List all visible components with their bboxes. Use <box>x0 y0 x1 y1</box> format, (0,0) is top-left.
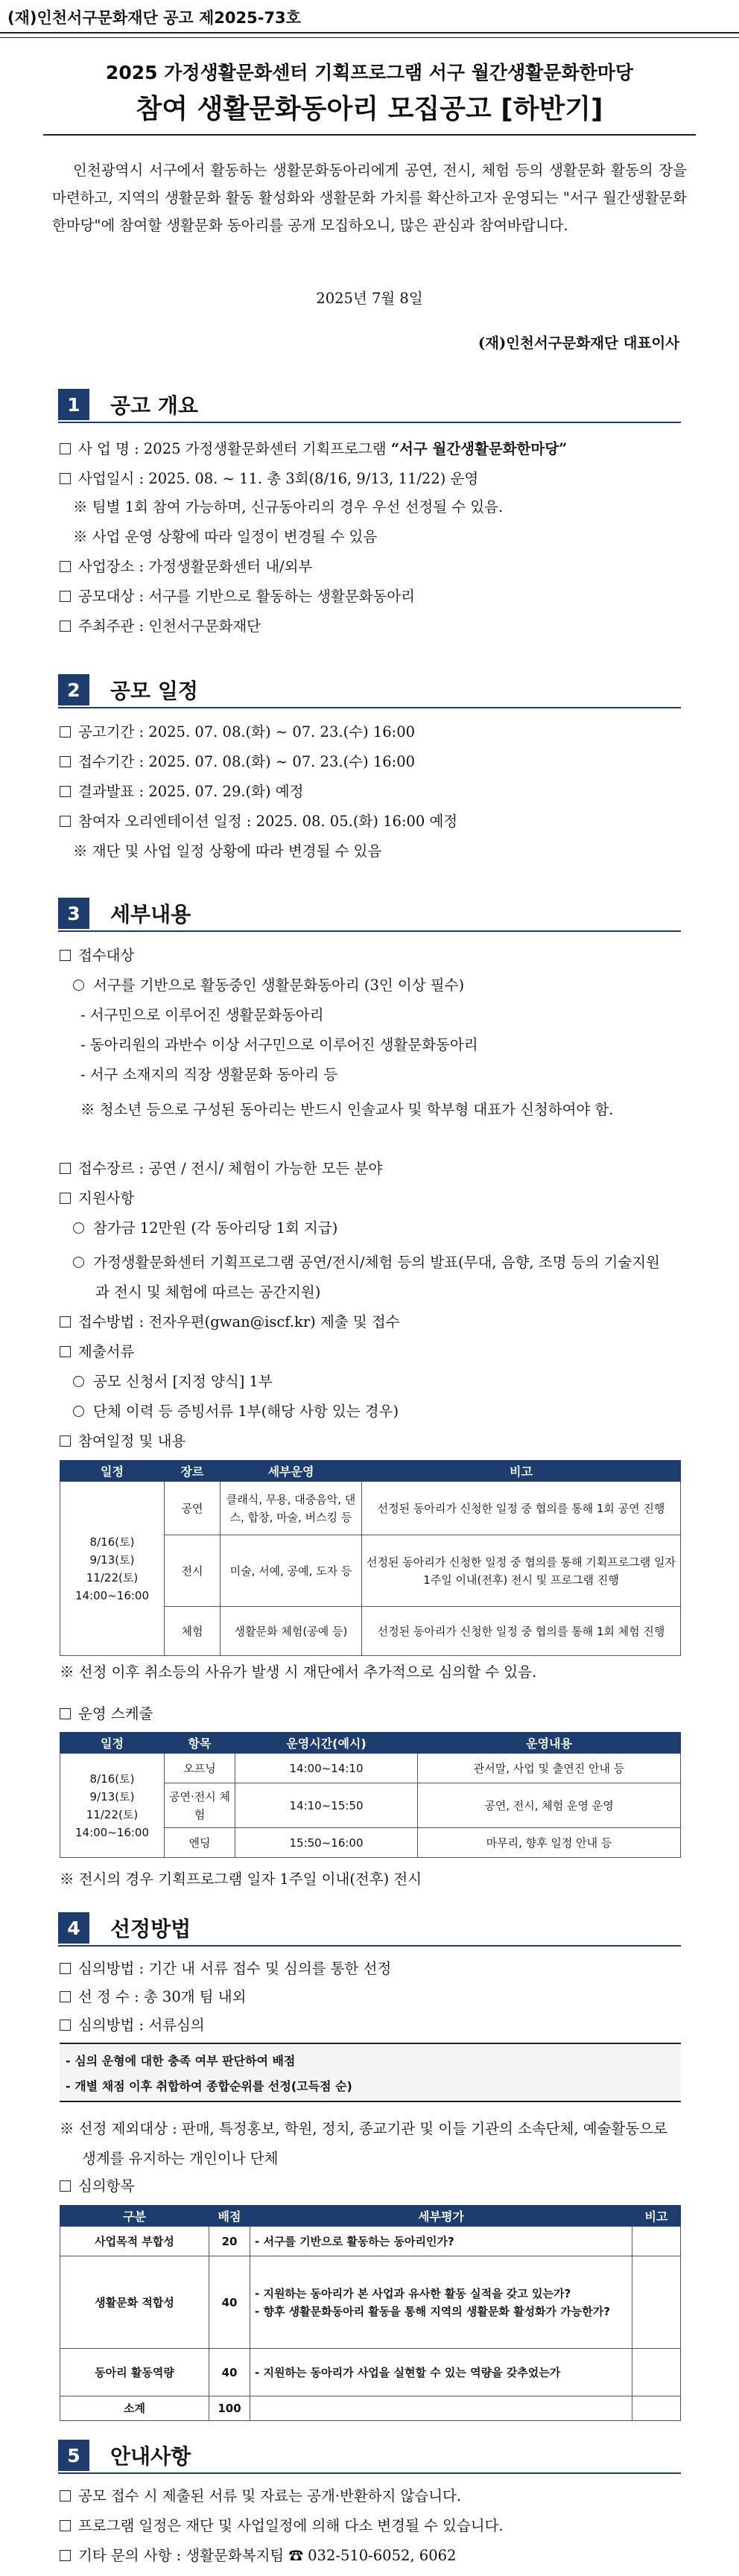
table-row <box>60 1754 681 1783</box>
review-criteria-box <box>60 2043 681 2102</box>
overview-name-value: “서구 월간생활문화한마당” <box>390 440 568 457</box>
page-title: 참여 생활문화동아리 모집공고 [하반기] <box>136 94 603 124</box>
details-support-title <box>60 1189 134 1208</box>
table-cell: 생활문화 적합성 <box>60 2256 209 2349</box>
table-cell: 관서말, 사업 및 출연진 안내 등 <box>418 1754 681 1783</box>
guide-line-2-text: 프로그램 일정은 재단 및 사업일정에 의해 다소 변경될 수 있습니다. <box>78 2517 504 2534</box>
section-number: 4 <box>58 1912 89 1944</box>
table-header-row <box>60 2206 681 2227</box>
participation-table <box>60 1460 681 1656</box>
table-header: 장르 <box>165 1461 221 1482</box>
overview-name-label: 사 업 명 : 2025 가정생활문화센터 기획프로그램 <box>78 440 387 457</box>
review-criteria-line-1: - 심의 운형에 대한 충족 여부 판단하여 배점 <box>66 2054 296 2068</box>
details-cancel-note: ※ 선정 이후 취소등의 사유가 발생 시 재단에서 추가적으로 심의할 수 있음. <box>60 1663 537 1681</box>
table-cell <box>632 2396 681 2421</box>
checkbox-bullet-icon <box>60 591 71 602</box>
selection-items-title <box>60 2177 134 2196</box>
table-cell: - 서구를 기반으로 활동하는 동아리인가? <box>250 2227 632 2256</box>
checkbox-bullet-icon <box>60 1708 71 1719</box>
checkbox-bullet-icon <box>60 1435 71 1447</box>
details-support-1 <box>73 1219 337 1238</box>
divider <box>43 134 696 136</box>
details-target-sub-2: - 동아리원의 과반수 이상 서구민으로 이루어진 생활문화동아리 <box>80 1036 478 1053</box>
checkbox-bullet-icon <box>60 950 71 961</box>
table-cell: 14:10~15:50 <box>235 1783 418 1828</box>
checkbox-bullet-icon <box>60 1163 71 1174</box>
table-cell: 15:50~16:00 <box>235 1828 418 1858</box>
details-ops-title <box>60 1704 153 1724</box>
table-cell: 선정된 동아리가 신청한 일정 중 협의를 통해 기획프로그램 일자 1주일 이내(전후) 전시 및 프로그램 진행 <box>362 1535 681 1607</box>
overview-place-text: 사업장소 : 가정생활문화센터 내/외부 <box>78 558 313 575</box>
details-support-title-text: 지원사항 <box>78 1190 135 1207</box>
details-target-sub-3: - 서구 소재지의 직장 생활문화 동아리 등 <box>80 1066 338 1083</box>
checkbox-bullet-icon <box>60 1963 71 1974</box>
section-title: 공모 일정 <box>110 679 198 703</box>
signer: (재)인천서구문화재단 대표이사 <box>478 334 679 352</box>
checkbox-bullet-icon <box>60 786 71 797</box>
schedule-note: ※ 재단 및 사업 일정 상황에 따라 변경될 수 있음 <box>73 843 382 860</box>
section-number: 1 <box>58 389 89 420</box>
details-method <box>60 1313 400 1332</box>
table-row <box>60 2349 681 2396</box>
section-title: 세부내용 <box>110 902 191 927</box>
schedule-orientation-text: 참여자 오리엔테이션 일정 : 2025. 08. 05.(화) 16:00 예정 <box>78 813 458 830</box>
table-cell: 공연·전시 체험 <box>165 1783 235 1828</box>
details-exhibit-note: ※ 전시의 경우 기획프로그램 일자 1주일 이내(전후) 전시 <box>60 1871 422 1888</box>
evaluation-table <box>60 2205 681 2421</box>
overview-note-2: ※ 사업 운영 상황에 따라 일정이 변경될 수 있음 <box>73 528 378 545</box>
section-underline <box>58 930 681 932</box>
table-cell: 공연 <box>165 1482 221 1535</box>
table-header-row <box>60 1733 681 1754</box>
details-target-title <box>60 946 134 965</box>
table-header: 비고 <box>362 1461 681 1482</box>
checkbox-bullet-icon <box>60 2020 71 2031</box>
selection-method-text: 심의방법 : 기간 내 서류 접수 및 심의를 통한 선정 <box>78 1960 392 1977</box>
details-target-note: ※ 청소년 등으로 구성된 동아리는 반드시 인솔교사 및 학부형 대표가 신청하여야 함. <box>80 1101 614 1118</box>
checkbox-bullet-icon <box>60 561 71 572</box>
details-genre-text: 접수장르 : 공연 / 전시/ 체험이 가능한 모든 분야 <box>78 1160 383 1177</box>
table-cell: - 지원하는 동아리가 사업을 실현할 수 있는 역량을 갖추었는가 <box>250 2349 632 2396</box>
checkbox-bullet-icon <box>60 756 71 767</box>
selection-method <box>60 1959 391 1979</box>
schedule-orientation <box>60 812 457 831</box>
section-5-header <box>58 2440 191 2471</box>
table-cell: 선정된 동아리가 신청한 일정 중 협의를 통해 1회 공연 진행 <box>362 1482 681 1535</box>
table-cell: 100 <box>209 2396 250 2421</box>
table-row <box>60 2227 681 2256</box>
checkbox-bullet-icon <box>60 2180 71 2192</box>
details-support-1-text: 참가금 12만원 (각 동아리당 1회 지급) <box>93 1219 338 1237</box>
section-title: 선정방법 <box>110 1917 191 1941</box>
schedule-result-text: 결과발표 : 2025. 07. 29.(화) 예정 <box>78 783 304 800</box>
table-cell: 40 <box>209 2256 250 2349</box>
notice-number: (재)인천서구문화재단 공고 제2025-73호 <box>7 9 301 27</box>
details-ops-title-text: 운영 스케줄 <box>78 1705 153 1722</box>
details-target-main <box>73 976 464 995</box>
table-header: 세부운영 <box>221 1461 362 1482</box>
table-cell: 사업목적 부합성 <box>60 2227 209 2256</box>
circle-bullet-icon <box>73 1406 84 1417</box>
notice-date: 2025년 7월 8일 <box>316 290 423 307</box>
checkbox-bullet-icon <box>60 621 71 632</box>
details-participation-title <box>60 1432 185 1451</box>
checkbox-bullet-icon <box>60 726 71 737</box>
guide-line-1-text: 공모 접수 시 제출된 서류 및 자료는 공개·반환하지 않습니다. <box>78 2487 462 2504</box>
table-cell: 엔딩 <box>165 1828 235 1858</box>
table-header: 세부평가 <box>250 2206 632 2227</box>
circle-bullet-icon <box>73 1257 84 1268</box>
table-cell: 전시 <box>165 1535 221 1607</box>
table-header: 배점 <box>209 2206 250 2227</box>
table-header: 비고 <box>632 2206 681 2227</box>
overview-host-text: 주최주관 : 인천서구문화재단 <box>78 618 261 635</box>
checkbox-bullet-icon <box>60 1193 71 1204</box>
review-criteria-line-2: - 개별 채점 이후 취합하여 종합순위를 선정(고득점 순) <box>66 2079 352 2093</box>
schedule-notice <box>60 723 415 742</box>
overview-note-1: ※ 팀별 1회 참여 가능하며, 신규동아리의 경우 우선 선정될 수 있음. <box>73 498 504 515</box>
table-cell: 마무리, 향후 일정 안내 등 <box>418 1828 681 1858</box>
schedule-result <box>60 782 303 802</box>
checkbox-bullet-icon <box>60 443 71 454</box>
selection-review-text: 심의방법 : 서류심의 <box>78 2017 205 2034</box>
guide-line-2 <box>60 2516 504 2536</box>
details-target-main-text: 서구를 기반으로 활동중인 생활문화동아리 (3인 이상 필수) <box>93 977 465 994</box>
guide-line-3 <box>60 2546 456 2566</box>
section-underline <box>58 1945 681 1947</box>
checkbox-bullet-icon <box>60 1346 71 1357</box>
schedule-receipt-text: 접수기간 : 2025. 07. 08.(화) ~ 07. 23.(수) 16:00 <box>78 753 416 770</box>
overview-period <box>60 469 478 489</box>
table-cell: 20 <box>209 2227 250 2256</box>
circle-bullet-icon <box>73 1222 84 1234</box>
table-cell: 체험 <box>165 1607 221 1656</box>
table-cell: 생활문화 체험(공예 등) <box>221 1607 362 1656</box>
details-docs-title-text: 제출서류 <box>78 1343 135 1360</box>
section-2-header <box>58 674 198 705</box>
section-4-header <box>58 1912 191 1944</box>
table-header: 구분 <box>60 2206 209 2227</box>
section-underline <box>58 422 681 423</box>
details-method-text: 접수방법 : 전자우편(gwan@iscf.kr) 제출 및 접수 <box>78 1313 400 1330</box>
checkbox-bullet-icon <box>60 816 71 827</box>
table-header: 운영내용 <box>418 1733 681 1754</box>
table-cell: 동아리 활동역량 <box>60 2349 209 2396</box>
section-number: 5 <box>58 2440 89 2471</box>
table-row <box>60 2256 681 2349</box>
details-doc-1-text: 공모 신청서 [지정 양식] 1부 <box>93 1373 273 1390</box>
table-cell: 미술, 서예, 공예, 도자 등 <box>221 1535 362 1607</box>
divider <box>0 32 739 34</box>
table-header: 일정 <box>60 1733 165 1754</box>
schedule-notice-text: 공고기간 : 2025. 07. 08.(화) ~ 07. 23.(수) 16:00 <box>78 723 416 740</box>
checkbox-bullet-icon <box>60 2520 71 2531</box>
overview-host <box>60 617 261 636</box>
details-genre <box>60 1159 382 1178</box>
table-cell: 40 <box>209 2349 250 2396</box>
selection-review <box>60 2016 205 2035</box>
table-row <box>60 2396 681 2421</box>
table-cell: 소계 <box>60 2396 209 2421</box>
divider <box>0 37 739 38</box>
section-number: 2 <box>58 674 89 705</box>
selection-count <box>60 1987 246 2007</box>
page-subtitle: 2025 가정생활문화센터 기획프로그램 서구 월간생활문화한마당 <box>105 62 634 83</box>
table-cell <box>632 2256 681 2349</box>
details-participation-title-text: 참여일정 및 내용 <box>78 1433 186 1450</box>
section-1-header <box>58 389 198 420</box>
overview-target-text: 공모대상 : 서구를 기반으로 활동하는 생활문화동아리 <box>78 588 415 605</box>
table-cell <box>250 2396 632 2421</box>
selection-items-title-text: 심의항목 <box>78 2177 135 2195</box>
intro-paragraph: 인천광역시 서구에서 활동하는 생활문화동아리에게 공연, 전시, 체험 등의 생활문화 활동의 장을 마련하고, 지역의 생활문화 활동 활성화와 생활문화 가치를 확산하고자 운영되는 "서구 월간생활문화한마당"에 참여할 생활문화 동아리를 공개 모집하오니, 많은 관심과 참여바랍니다. <box>52 162 687 234</box>
checkbox-bullet-icon <box>60 1316 71 1327</box>
checkbox-bullet-icon <box>60 2550 71 2561</box>
circle-bullet-icon <box>73 980 84 991</box>
section-underline <box>58 707 681 708</box>
guide-line-1 <box>60 2487 461 2506</box>
table-cell-date: 8/16(토) 9/13(토) 11/22(토) 14:00~16:00 <box>60 1482 165 1656</box>
ops-table <box>60 1732 681 1858</box>
selection-exclude-note: ※ 선정 제외대상 : 판매, 특정홍보, 학원, 정치, 종교기관 및 이들 기관의 소속단체, 예술활동으로 생계를 유지하는 개인이나 단체 <box>60 2120 667 2167</box>
table-header-row <box>60 1461 681 1482</box>
table-cell: - 지원하는 동아리가 본 사업과 유사한 활동 실적을 갖고 있는가? - 향후 생활문화동아리 활동을 통해 지역의 생활문화 활성화가 가능한가? <box>250 2256 632 2349</box>
table-header: 운영시간(예시) <box>235 1733 418 1754</box>
selection-count-text: 선 정 수 : 총 30개 팀 내외 <box>78 1988 247 2005</box>
table-cell: 선정된 동아리가 신청한 일정 중 협의를 통해 1회 체험 진행 <box>362 1607 681 1656</box>
table-header: 항목 <box>165 1733 235 1754</box>
table-cell: 클래식, 무용, 대중음악, 댄스, 합창, 마술, 버스킹 등 <box>221 1482 362 1535</box>
table-cell: 공연, 전시, 체험 운영 운영 <box>418 1783 681 1828</box>
details-support-2 <box>73 1248 669 1307</box>
table-cell: 오프닝 <box>165 1754 235 1783</box>
checkbox-bullet-icon <box>60 1991 71 2002</box>
schedule-receipt <box>60 752 415 772</box>
section-3-header <box>58 898 191 929</box>
details-doc-2-text: 단체 이력 등 증빙서류 1부(해당 사항 있는 경우) <box>93 1403 399 1420</box>
table-cell: 14:00~14:10 <box>235 1754 418 1783</box>
checkbox-bullet-icon <box>60 2490 71 2502</box>
section-title: 안내사항 <box>110 2444 191 2469</box>
checkbox-bullet-icon <box>60 473 71 484</box>
table-cell-date: 8/16(토) 9/13(토) 11/22(토) 14:00~16:00 <box>60 1754 165 1858</box>
table-cell <box>632 2227 681 2256</box>
table-row <box>60 1482 681 1535</box>
circle-bullet-icon <box>73 1376 84 1387</box>
section-underline <box>58 2472 681 2474</box>
overview-name <box>60 440 567 459</box>
table-cell <box>632 2349 681 2396</box>
details-doc-2 <box>73 1402 399 1421</box>
overview-target <box>60 587 415 606</box>
details-target-sub-1: - 서구민으로 이루어진 생활문화동아리 <box>80 1006 324 1024</box>
details-target-title-text: 접수대상 <box>78 947 135 964</box>
overview-place <box>60 557 312 577</box>
guide-line-3-text: 기타 문의 사항 : 생활문화복지팀 ☎ 032-510-6052, 6062 <box>78 2547 457 2564</box>
table-header: 일정 <box>60 1461 165 1482</box>
details-doc-1 <box>73 1372 273 1392</box>
details-docs-title <box>60 1342 134 1362</box>
section-number: 3 <box>58 898 89 929</box>
overview-period-text: 사업일시 : 2025. 08. ~ 11. 총 3회(8/16, 9/13, 11/22) 운영 <box>78 470 479 487</box>
section-title: 공고 개요 <box>110 393 198 418</box>
details-support-2-text: 가정생활문화센터 기획프로그램 공연/전시/체험 등의 발표(무대, 음향, 조명 등의 기술지원과 전시 및 체험에 따르는 공간지원) <box>93 1254 660 1301</box>
